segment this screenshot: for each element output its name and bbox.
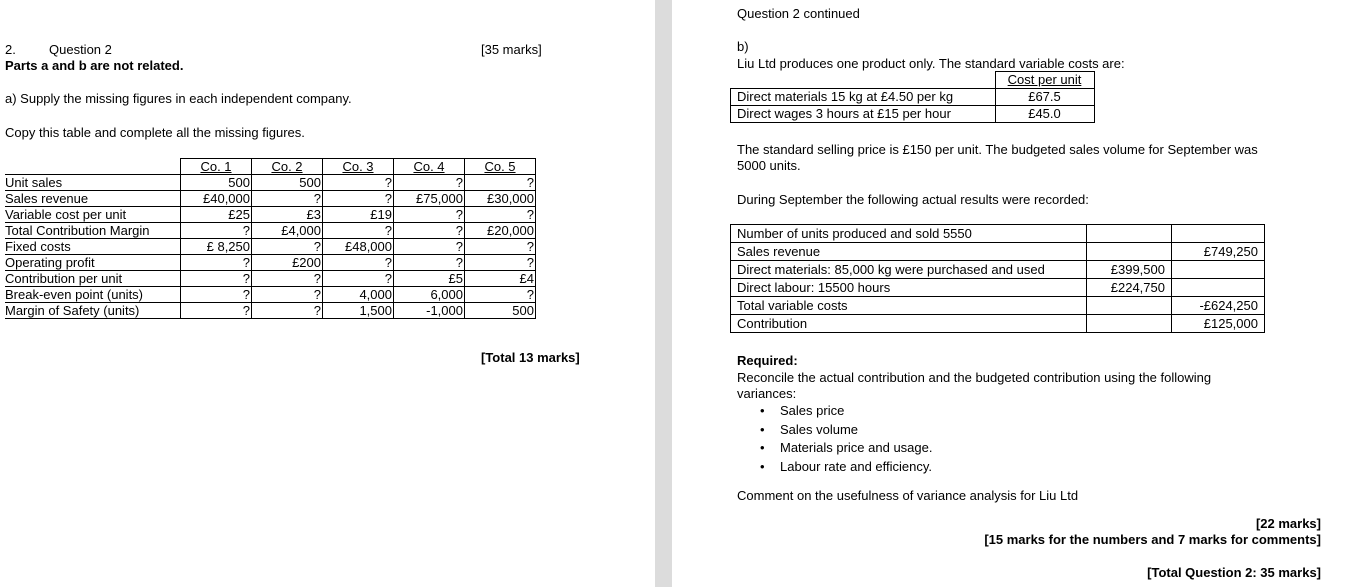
table-cell: £30,000 (465, 191, 536, 207)
table-cell: ? (252, 239, 323, 255)
actual-row-right-value (1172, 279, 1265, 297)
part-b-label: b) (737, 39, 749, 54)
table-cell: ? (465, 207, 536, 223)
table-cell: £4 (465, 271, 536, 287)
table-cell: ? (465, 255, 536, 271)
actual-row-label: Direct labour: 15500 hours (731, 279, 1087, 297)
cost-row-label: Direct materials 15 kg at £4.50 per kg (731, 89, 996, 106)
required-text-line-1: Reconcile the actual contribution and the budgeted contribution using the following (737, 370, 1212, 385)
table-cell: ? (323, 223, 394, 239)
table-cell: 500 (181, 175, 252, 191)
table-row (731, 315, 1265, 333)
variance-list (737, 402, 932, 476)
table-cell: £19 (323, 207, 394, 223)
total-question-marks: [Total Question 2: 35 marks] (1147, 565, 1321, 580)
table-cell: ? (394, 255, 465, 271)
table-cell: ? (323, 271, 394, 287)
table-cell: ? (323, 175, 394, 191)
cost-header: Cost per unit (995, 72, 1094, 89)
table-cell: ? (252, 191, 323, 207)
table-cell: 500 (465, 303, 536, 319)
actual-row-mid-value (1087, 225, 1172, 243)
table-cell: ? (181, 303, 252, 319)
table-cell: ? (252, 287, 323, 303)
table-row (731, 279, 1265, 297)
column-header: Co. 4 (394, 159, 465, 175)
actual-row-mid-value (1087, 297, 1172, 315)
cost-row-value: £45.0 (995, 106, 1094, 123)
row-label: Break-even point (units) (5, 287, 181, 303)
actual-row-mid-value: £224,750 (1087, 279, 1172, 297)
question-marks: [35 marks] (481, 42, 542, 57)
part-b-intro: Liu Ltd produces one product only. The standard variable costs are: (737, 56, 1125, 71)
table-header-row (5, 159, 536, 175)
right-page (672, 0, 1354, 587)
column-header: Co. 3 (323, 159, 394, 175)
table-cell: ? (252, 303, 323, 319)
page-gutter (655, 0, 672, 587)
row-label: Operating profit (5, 255, 181, 271)
table-cell: ? (465, 287, 536, 303)
cost-row-label: Direct wages 3 hours at £15 per hour (731, 106, 996, 123)
actual-row-right-value: £749,250 (1172, 243, 1265, 261)
actual-results-table (730, 224, 1265, 333)
table-cell: ? (394, 207, 465, 223)
actual-row-right-value (1172, 261, 1265, 279)
table-row (731, 261, 1265, 279)
actual-row-mid-value: £399,500 (1087, 261, 1172, 279)
table-cell: £200 (252, 255, 323, 271)
list-item-text: Sales volume (780, 421, 859, 437)
column-header: Co. 1 (181, 159, 252, 175)
bullet-icon: • (760, 421, 765, 437)
table-row (731, 243, 1265, 261)
table-cell: £ 8,250 (181, 239, 252, 255)
table-cell: ? (465, 175, 536, 191)
row-label: Unit sales (5, 175, 181, 191)
table-cell: 1,500 (323, 303, 394, 319)
left-page (0, 0, 655, 587)
table-cell: 6,000 (394, 287, 465, 303)
row-label: Sales revenue (5, 191, 181, 207)
list-item-text: Materials price and usage. (780, 440, 933, 455)
comment-text: Comment on the usefulness of variance analysis for Liu Ltd (737, 488, 1079, 503)
standard-text-line-1: The standard selling price is £150 per unit. The budgeted sales volume for September was (737, 142, 1258, 157)
continued-heading: Question 2 continued (737, 6, 860, 21)
table-row (5, 303, 536, 319)
table-cell: ? (181, 271, 252, 287)
table-cell: £20,000 (465, 223, 536, 239)
table-row (5, 287, 536, 303)
table-row (5, 191, 536, 207)
table-row (731, 72, 1095, 89)
table-row (5, 207, 536, 223)
table-cell: 4,000 (323, 287, 394, 303)
actual-row-label: Sales revenue (731, 243, 1087, 261)
part-a-instruction: a) Supply the missing figures in each independent company. (5, 91, 352, 106)
table-row (731, 89, 1095, 106)
question-title: Question 2 (49, 42, 112, 57)
row-label: Fixed costs (5, 239, 181, 255)
actual-row-mid-value (1087, 315, 1172, 333)
bullet-icon: • (760, 440, 765, 455)
actual-row-label: Total variable costs (731, 297, 1087, 315)
question-number: 2. (5, 42, 16, 57)
table-cell: ? (394, 175, 465, 191)
table-cell: £25 (181, 207, 252, 223)
table-row (5, 271, 536, 287)
table-cell: ? (252, 271, 323, 287)
table-row (731, 297, 1265, 315)
standard-text-line-2: 5000 units. (737, 158, 801, 173)
row-label: Contribution per unit (5, 271, 181, 287)
actual-row-mid-value (1087, 243, 1172, 261)
missing-figures-table (5, 158, 536, 319)
table-cell: £5 (394, 271, 465, 287)
standard-cost-table (730, 71, 1095, 123)
table-cell: ? (323, 191, 394, 207)
required-heading: Required: (737, 353, 798, 368)
parts-note: Parts a and b are not related. (5, 58, 184, 73)
table-cell: ? (465, 239, 536, 255)
cost-row-value: £67.5 (995, 89, 1094, 106)
table-row (731, 106, 1095, 123)
table-row (731, 225, 1265, 243)
table-cell: ? (394, 223, 465, 239)
table-cell: 500 (252, 175, 323, 191)
list-item (737, 458, 932, 477)
required-text-line-2: variances: (737, 386, 797, 401)
list-item (737, 439, 932, 458)
column-header: Co. 2 (252, 159, 323, 175)
table-row (5, 175, 536, 191)
copy-instruction: Copy this table and complete all the missing figures. (5, 125, 305, 140)
table-cell: £75,000 (394, 191, 465, 207)
table-row (5, 239, 536, 255)
table-cell: ? (181, 223, 252, 239)
table-cell: -1,000 (394, 303, 465, 319)
list-item (737, 421, 932, 440)
list-item-text: Labour rate and efficiency. (780, 458, 933, 474)
actual-row-right-value (1172, 225, 1265, 243)
actual-row-right-value: -£624,250 (1172, 297, 1265, 315)
actual-row-label: Direct materials: 85,000 kg were purchased and used (731, 261, 1087, 279)
bullet-icon: • (760, 458, 765, 474)
row-label: Total Contribution Margin (5, 223, 181, 239)
actual-row-label: Number of units produced and sold 5550 (731, 225, 1087, 243)
table-cell: ? (323, 255, 394, 271)
table-cell: £48,000 (323, 239, 394, 255)
row-label: Margin of Safety (units) (5, 303, 181, 319)
list-item (737, 402, 932, 421)
table-cell: £4,000 (252, 223, 323, 239)
actual-row-right-value: £125,000 (1172, 315, 1265, 333)
marks-breakdown: [15 marks for the numbers and 7 marks for comments] (984, 532, 1321, 547)
bullet-icon: • (760, 403, 765, 418)
table-cell: ? (181, 255, 252, 271)
actual-row-label: Contribution (731, 315, 1087, 333)
table-row (5, 223, 536, 239)
table-cell: ? (181, 287, 252, 303)
table-cell: ? (394, 239, 465, 255)
row-label: Variable cost per unit (5, 207, 181, 223)
list-item-text: Sales price (780, 403, 845, 418)
table-row (5, 255, 536, 271)
column-header: Co. 5 (465, 159, 536, 175)
during-text: During September the following actual results were recorded: (737, 192, 1089, 207)
marks-22: [22 marks] (1255, 516, 1321, 531)
total-a-marks: [Total 13 marks] (481, 350, 580, 365)
table-cell: £3 (252, 207, 323, 223)
table-cell: £40,000 (181, 191, 252, 207)
